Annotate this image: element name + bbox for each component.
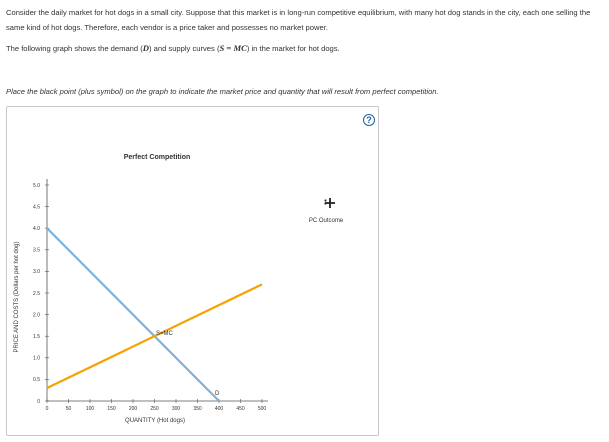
intro-p2-mid: ) and supply curves ( (148, 44, 220, 53)
pc-outcome-tool[interactable] (299, 192, 359, 232)
x-tick-label: 500 (257, 406, 267, 412)
x-tick-label: 450 (236, 406, 245, 412)
graph-panel (6, 106, 379, 436)
supply-label: S=MC (156, 330, 173, 337)
x-tick-label: 200 (128, 406, 138, 412)
x-axis-label: QUANTITY (Hot dogs) (125, 418, 185, 424)
graph-series (47, 228, 262, 401)
intro-p2-post: ) in the market for hot dogs. (246, 44, 340, 53)
graph-title: Perfect Competition (123, 154, 191, 161)
y-tick-label: 0.5 (33, 377, 40, 384)
intro-paragraph-2 (6, 41, 604, 56)
y-tick-label: 3.5 (33, 247, 40, 254)
x-tick-label: 400 (214, 406, 224, 412)
intro-p2-pre: The following graph shows the demand ( (6, 44, 143, 53)
black-plus-point-icon[interactable] (299, 192, 359, 218)
question-intro (6, 5, 604, 56)
y-tick-label: 2.0 (33, 312, 40, 319)
demand-label: D (215, 391, 220, 397)
graph-canvas[interactable] (7, 107, 378, 435)
y-tick-label: 1.0 (33, 355, 40, 362)
y-tick-label: 0 (37, 398, 40, 405)
x-tick-label: 0 (45, 406, 49, 412)
x-tick-label: 300 (171, 406, 181, 412)
x-tick-label: 250 (150, 406, 159, 412)
supply-symbol: S = MC (219, 43, 247, 53)
x-tick-label: 150 (107, 406, 116, 412)
y-tick-label: 2.5 (33, 290, 40, 297)
intro-paragraph-1: Consider the daily market for hot dogs in a small city. Suppose that this market is in long-run competitive equilibrium, with many hot dog stands in the city, each one selling the same kind of hot dogs. Therefore, each vendor is a price taker and possesses no market power. (6, 8, 591, 32)
y-tick-label: 4.0 (33, 226, 40, 232)
x-tick-label: 350 (193, 406, 202, 412)
supply-curve (47, 284, 262, 388)
x-tick-label: 100 (85, 406, 95, 412)
y-tick-label: 3.0 (33, 269, 40, 276)
y-axis-label: PRICE AND COSTS (Dollars per hot dog) (14, 241, 20, 353)
x-tick-label: 50 (65, 406, 72, 412)
pc-outcome-label: PC Outcome (308, 218, 344, 224)
y-tick-label: 1.5 (33, 334, 40, 340)
help-icon[interactable]: ? (363, 114, 375, 126)
y-tick-label: 4.5 (33, 204, 40, 211)
instruction-text: Place the black point (plus symbol) on the graph to indicate the market price and quantity that will result from perfect competition. (6, 87, 439, 96)
demand-symbol: D (142, 43, 149, 53)
y-tick-label: 5.0 (33, 182, 40, 189)
